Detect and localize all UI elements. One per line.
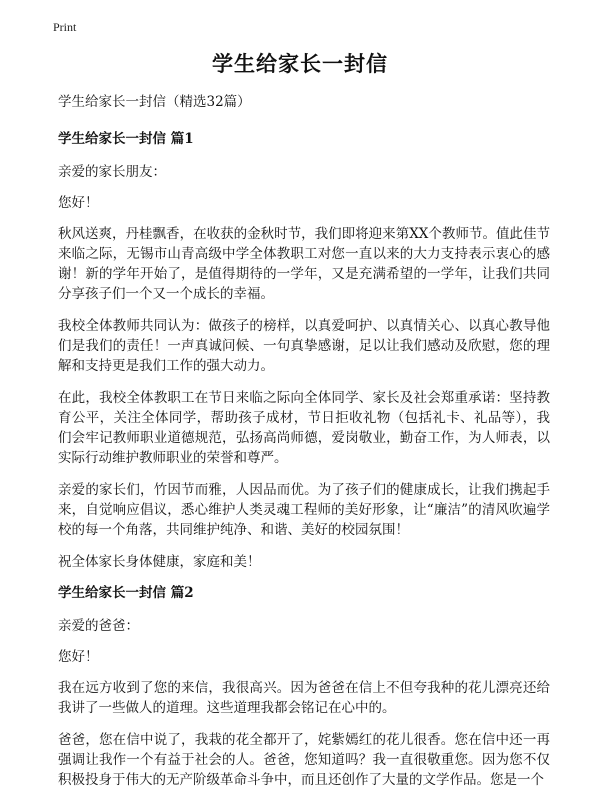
section-heading: 学生给家长一封信 篇1 <box>58 131 194 147</box>
closing-wish: 祝全体家长身体健康，家庭和美！ <box>58 554 261 570</box>
salutation: 亲爱的家长朋友： <box>58 164 166 180</box>
page-title: 学生给家长一封信 <box>212 51 388 76</box>
document-subtitle: 学生给家长一封信（精选32篇） <box>58 94 251 110</box>
greeting: 您好！ <box>58 649 99 665</box>
paragraph: 我在远方收到了您的来信，我很高兴。因为爸爸在信上不但夸我种的花儿漂亮还给我讲了一些做人的道理。这些道理我都会铭记在心中的。 <box>58 680 550 716</box>
section-heading: 学生给家长一封信 篇2 <box>58 585 194 601</box>
section-1 <box>58 129 550 572</box>
greeting: 您好！ <box>58 195 99 211</box>
print-label: Print <box>53 20 77 34</box>
paragraph: 在此，我校全体教职工在节日来临之际向全体同学、家长及社会郑重承诺：坚持教育公平，关注全体同学，帮助孩子成材，节日拒收礼物（包括礼卡、礼品等），我们会牢记教师职业道德规范，弘扬高尚师德，爱岗敬业，勤奋工作，为人师表，以实际行动维护教师职业的荣誉和尊严。 <box>58 390 550 466</box>
section-2 <box>58 583 550 790</box>
paragraph: 我校全体教师共同认为：做孩子的榜样，以真爱呵护、以真情关心、以真心教导他们是我们的责任！一声真诚问候、一句真挚感谢，足以让我们感动及欣慰，您的理解和支持更是我们工作的强大动力。 <box>58 318 550 374</box>
paragraph: 爸爸，您在信中说了，我栽的花全都开了，姹紫嫣红的花儿很香。您在信中还一再强调让我作一个有益于社会的人。爸爸，您知道吗？我一直很敬重您。因为您不仅积极投身于伟大的无产阶级革命斗争中，而且还创作了大量的文学作品。您是一个 <box>58 732 550 788</box>
paragraph: 亲爱的家长们，竹因节而雅，人因品而优。为了孩子们的健康成长，让我们携起手来，自觉响应倡议，悉心维护人类灵魂工程师的美好形象，让“廉洁”的清风吹遍学校的每一个角落，共同维护纯净、和谐、美好的校园氛围！ <box>58 482 550 538</box>
paragraph: 秋风送爽，丹桂飘香，在收获的金秋时节，我们即将迎来第XX个教师节。值此佳节来临之际，无锡市山青高级中学全体教职工对您一直以来的大力支持表示衷心的感谢！新的学年开始了，是值得期待的一学年，又是充满希望的一学年，让我们共同分享孩子们一个又一个成长的幸福。 <box>58 226 550 302</box>
document-body <box>58 92 550 802</box>
salutation: 亲爱的爸爸： <box>58 618 139 634</box>
